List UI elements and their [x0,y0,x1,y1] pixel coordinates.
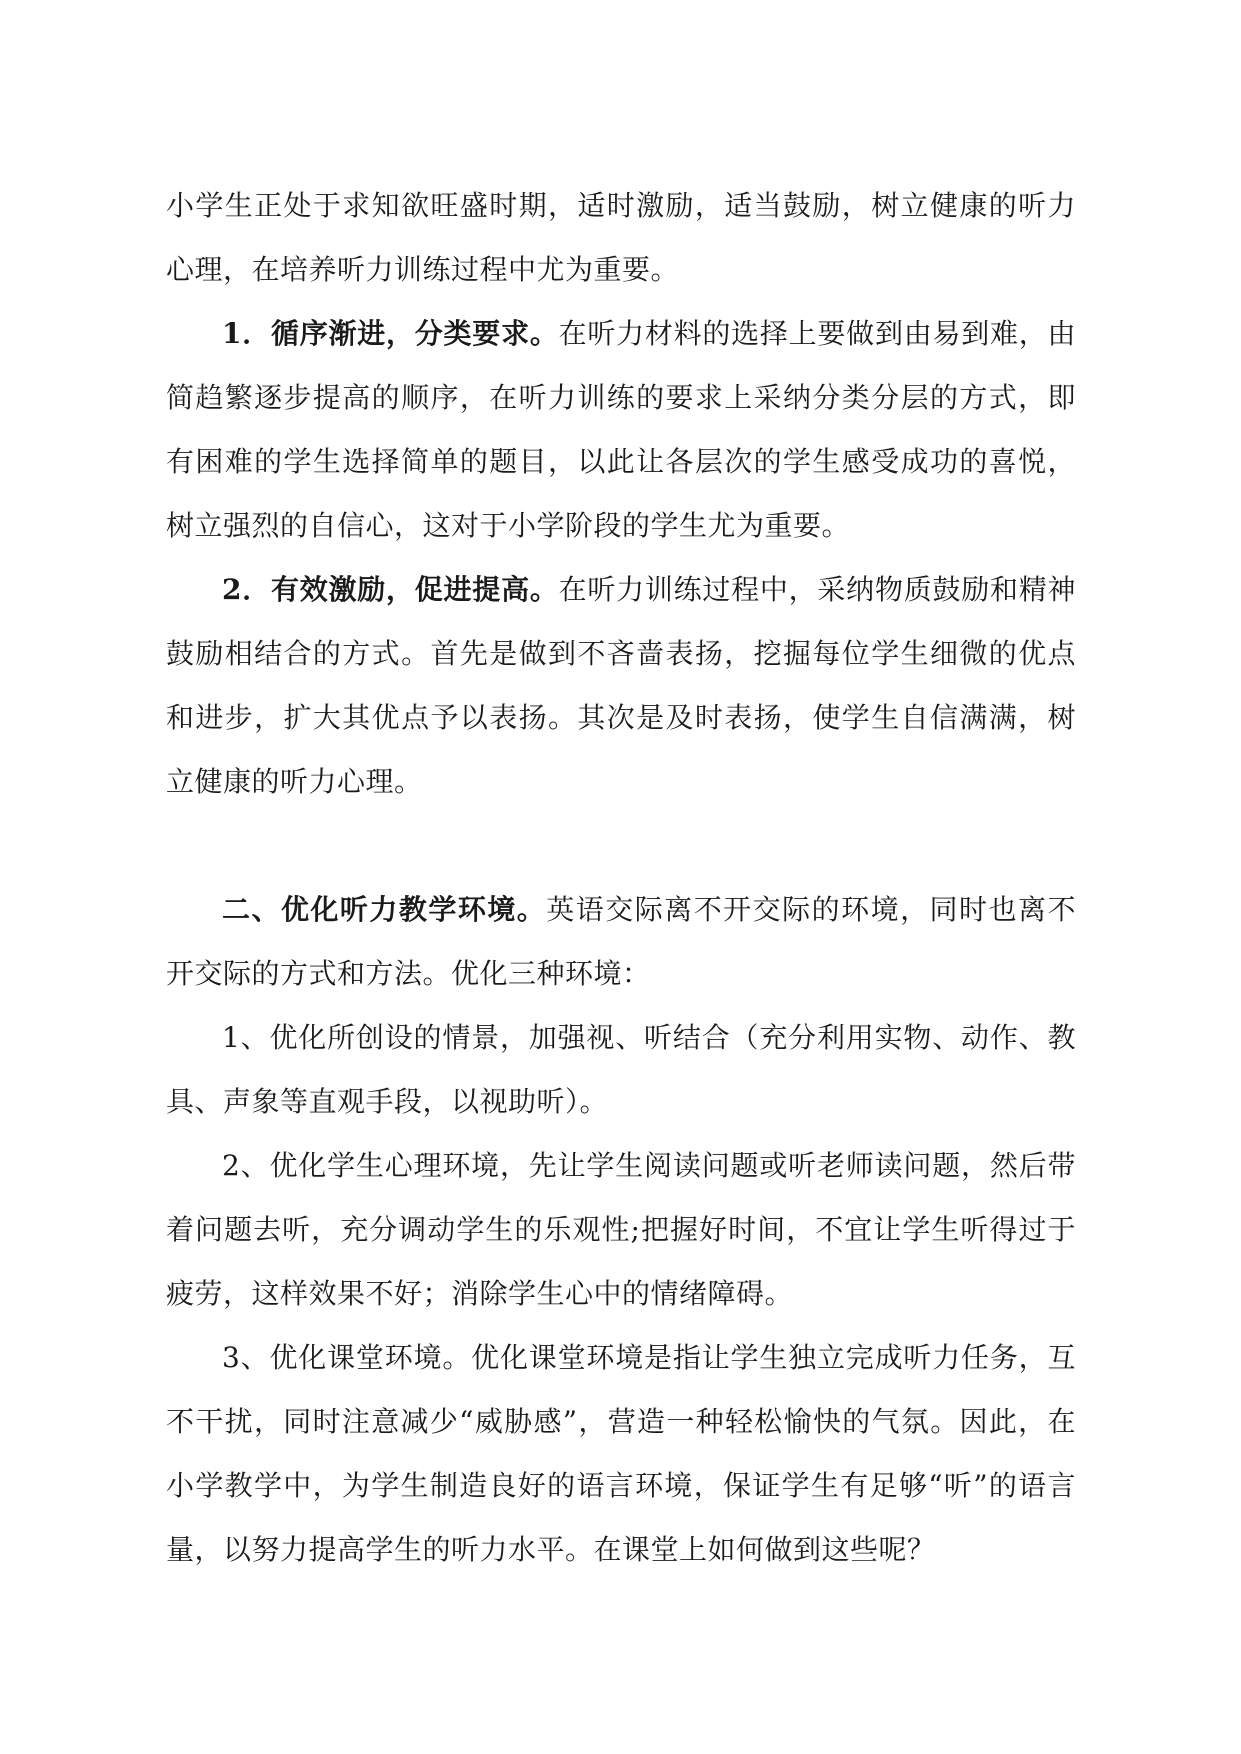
point-1-heading: 1．循序渐进，分类要求。 [222,317,559,350]
point-1-body: 在听力材料的选择上要做到由易到难，由简趋繁逐步提高的顺序，在听力训练的要求上采纳分类分层的方式，即有困难的学生选择简单的题目，以此让各层次的学生感受成功的喜悦，树立强烈的自信心，这对于小学阶段的学生尤为重要。 [166,317,1076,542]
section-2-heading: 二、优化听力教学环境。 [222,893,547,926]
list-item-1: 1、优化所创设的情景，加强视、听结合（充分利用实物、动作、教具、声象等直观手段，以视助听）。 [166,1021,1076,1118]
list-item-3: 3、优化课堂环境。优化课堂环境是指让学生独立完成听力任务，互不干扰，同时注意减少“威胁感”，营造一种轻松愉快的气氛。因此，在小学教学中，为学生制造良好的语言环境，保证学生有足够“听”的语言量，以努力提高学生的听力水平。在课堂上如何做到这些呢？ [166,1341,1076,1566]
point-2-body: 在听力训练过程中，采纳物质鼓励和精神鼓励相结合的方式。首先是做到不吝啬表扬，挖掘每位学生细微的优点和进步，扩大其优点予以表扬。其次是及时表扬，使学生自信满满，树立健康的听力心理。 [166,573,1076,798]
section-spacer [166,814,1076,878]
document-body [166,174,1076,1582]
point-2-paragraph [166,558,1076,814]
section-2-body: 英语交际离不开交际的环境，同时也离不开交际的方式和方法。优化三种环境： [166,893,1076,990]
list-item-2: 2、优化学生心理环境，先让学生阅读问题或听老师读问题，然后带着问题去听，充分调动学生的乐观性;把握好时间，不宜让学生听得过于疲劳，这样效果不好；消除学生心中的情绪障碍。 [166,1149,1076,1310]
section-2-paragraph [166,878,1076,1006]
point-1-paragraph [166,302,1076,558]
point-2-heading: 2．有效激励，促进提高。 [222,573,559,606]
intro-paragraph: 小学生正处于求知欲旺盛时期，适时激励，适当鼓励，树立健康的听力心理，在培养听力训练过程中尤为重要。 [166,189,1076,286]
